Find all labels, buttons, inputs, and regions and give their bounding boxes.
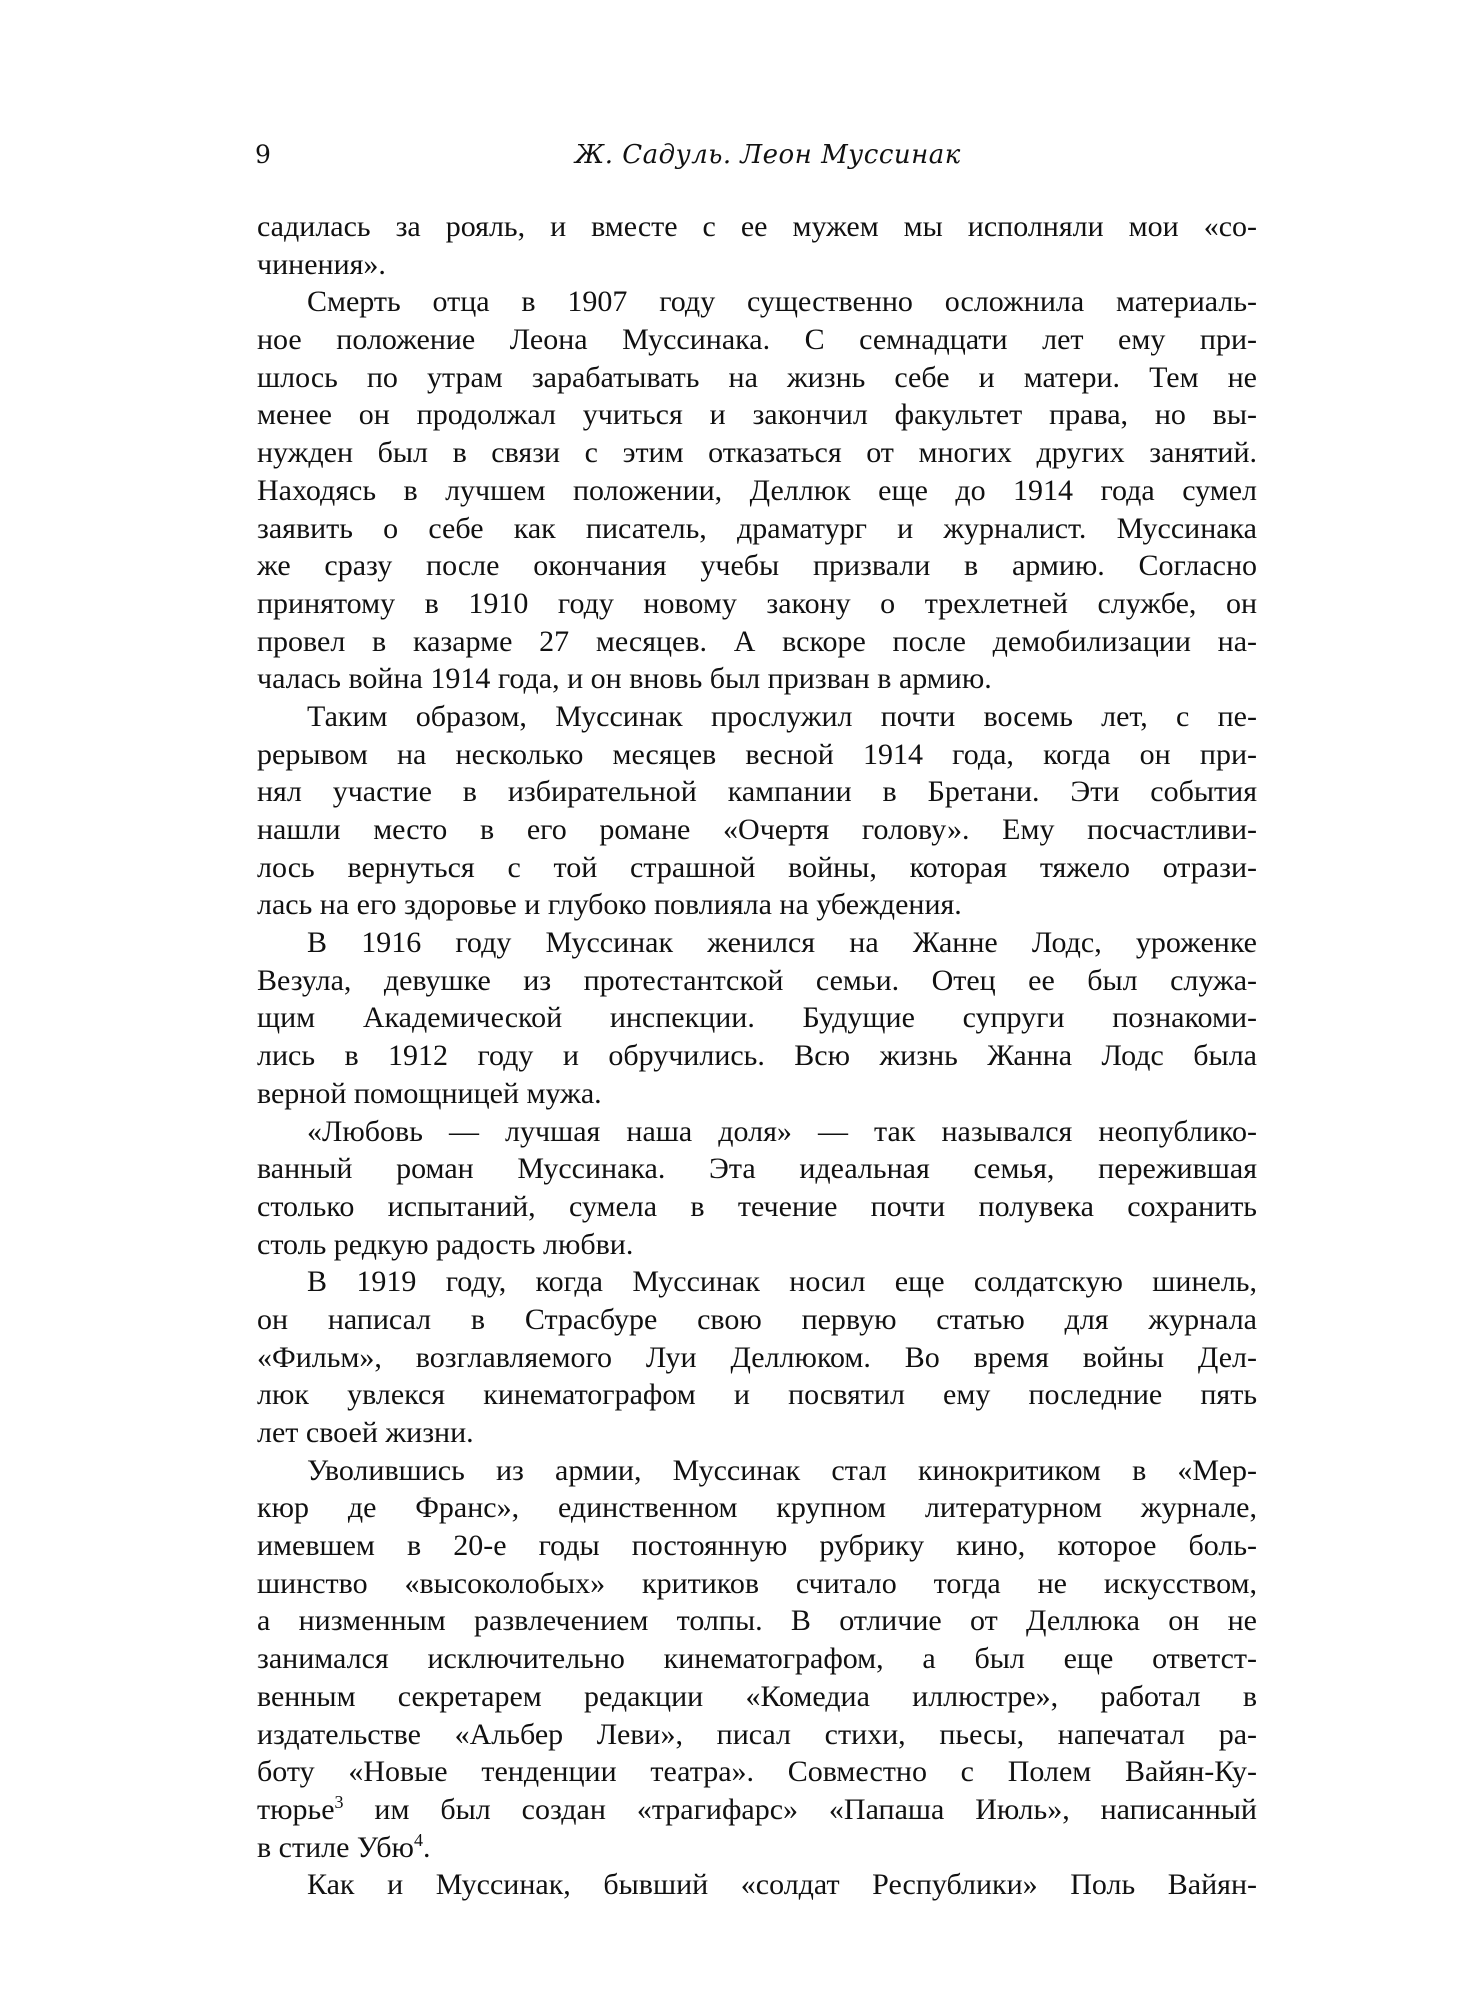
text-line xyxy=(257,1037,1257,1075)
text-line xyxy=(257,811,1257,849)
text-line xyxy=(257,283,1257,321)
footnote-ref: 4 xyxy=(413,1829,423,1850)
text-line xyxy=(257,999,1257,1037)
line-text: щим Академической инспекции. Будущие супруги познакоми- xyxy=(257,1001,1257,1035)
line-text: боту «Новые тенденции театра». Совместно с Полем Вайян-Ку- xyxy=(257,1755,1257,1789)
body-text xyxy=(257,208,1257,1904)
line-text: В 1919 году, когда Муссинак носил еще солдатскую шинель, xyxy=(307,1265,1257,1299)
line-text: нужден был в связи с этим отказаться от многих других занятий. xyxy=(257,436,1257,470)
running-head xyxy=(255,140,1255,180)
text-line xyxy=(257,1301,1257,1339)
line-text: Везула, девушке из протестантской семьи. Отец ее был служа- xyxy=(257,963,1257,997)
text-line xyxy=(257,434,1257,472)
text-line xyxy=(257,1150,1257,1188)
line-text: «Фильм», возглавляемого Луи Деллюком. Во время войны Дел- xyxy=(257,1340,1257,1374)
line-text: нашли место в его романе «Очертя голову». Ему посчастливи- xyxy=(257,813,1257,846)
line-text: менее он продолжал учиться и закончил факультет права, но вы- xyxy=(257,398,1257,432)
text-line xyxy=(257,1339,1257,1377)
line-text: ванный роман Муссинака. Эта идеальная семья, пережившая xyxy=(257,1152,1257,1186)
line-text: столько испытаний, сумела в течение почти полувека сохранить xyxy=(257,1189,1257,1223)
text-line xyxy=(257,1376,1257,1414)
text-line xyxy=(257,1829,1257,1867)
line-text: в стиле Убю xyxy=(257,1830,414,1864)
text-line xyxy=(257,886,1257,924)
line-text: принятому в 1910 году новому закону о трехлетней службе, он xyxy=(257,586,1257,620)
line-text: издательстве «Альбер Леви», писал стихи, пьесы, напечатал ра- xyxy=(257,1717,1257,1751)
line-text: же сразу после окончания учебы призвали в армию. Согласно xyxy=(257,549,1257,583)
line-text: Таким образом, Муссинак прослужил почти восемь лет, с пе- xyxy=(307,699,1257,733)
line-text: В 1916 году Муссинак женился на Жанне Лодс, уроженке xyxy=(307,926,1257,960)
text-line xyxy=(257,1075,1257,1113)
line-text: заявить о себе как писатель, драматург и журналист. Муссинака xyxy=(257,511,1257,545)
line-text-rest: . xyxy=(422,1830,431,1864)
text-line xyxy=(257,1602,1257,1640)
line-text: провел в казарме 27 месяцев. А вскоре после демобилизации на- xyxy=(257,624,1257,658)
text-line xyxy=(257,1414,1257,1452)
text-line xyxy=(257,1678,1257,1716)
line-text: люк увлекся кинематографом и посвятил ему последние пять xyxy=(257,1378,1257,1412)
line-text: чалась война 1914 года, и он вновь был призван в армию. xyxy=(257,662,992,696)
line-text: лись в 1912 году и обручились. Всю жизнь Жанна Лодс была xyxy=(257,1039,1257,1073)
line-text: лось вернуться с той страшной войны, которая тяжело отрази- xyxy=(257,850,1257,884)
line-text-rest: им был создан «трагифарс» «Папаша Июль», написанный xyxy=(343,1792,1257,1826)
line-text: Находясь в лучшем положении, Деллюк еще до 1914 года сумел xyxy=(257,473,1257,507)
text-line xyxy=(257,321,1257,359)
text-line xyxy=(257,246,1257,284)
line-text: занимался исключительно кинематографом, а был еще ответст- xyxy=(257,1642,1257,1676)
text-line xyxy=(257,472,1257,510)
text-line xyxy=(257,1716,1257,1754)
text-line xyxy=(257,736,1257,774)
line-text: имевшем в 20-е годы постоянную рубрику кино, которое боль- xyxy=(257,1529,1257,1563)
text-line xyxy=(257,1113,1257,1151)
text-line xyxy=(257,698,1257,736)
text-line xyxy=(257,1565,1257,1603)
line-text: шлось по утрам зарабатывать на жизнь себе и матери. Тем не xyxy=(257,360,1257,394)
text-line xyxy=(257,1263,1257,1301)
text-line xyxy=(257,1188,1257,1226)
text-line xyxy=(257,1452,1257,1490)
line-text: «Любовь — лучшая наша доля» — так назывался неопублико- xyxy=(307,1114,1257,1148)
line-text: лась на его здоровье и глубоко повлияла на убеждения. xyxy=(257,888,962,922)
text-line xyxy=(257,849,1257,887)
text-line xyxy=(257,924,1257,962)
text-line xyxy=(257,1640,1257,1678)
line-text: рерывом на несколько месяцев весной 1914 года, когда он при- xyxy=(257,737,1257,771)
text-line xyxy=(257,773,1257,811)
line-text: лет своей жизни. xyxy=(257,1416,474,1449)
text-line xyxy=(257,1489,1257,1527)
text-line xyxy=(257,1527,1257,1565)
line-text: кюр де Франс», единственном крупном литературном журнале, xyxy=(257,1491,1257,1525)
text-line xyxy=(257,547,1257,585)
line-text: Уволившись из армии, Муссинак стал кинокритиком в «Мер- xyxy=(307,1453,1257,1487)
line-text: верной помощницей мужа. xyxy=(257,1076,602,1110)
running-title: Ж. Садуль. Леон Муссинак xyxy=(575,140,961,170)
text-line xyxy=(257,510,1257,548)
text-line xyxy=(257,585,1257,623)
line-text: нял участие в избирательной кампании в Бретани. Эти события xyxy=(257,775,1257,809)
line-text: он написал в Страсбуре свою первую статью для журнала xyxy=(257,1302,1257,1336)
line-text: столь редкую радость любви. xyxy=(257,1227,634,1261)
text-line xyxy=(257,623,1257,661)
text-line xyxy=(257,962,1257,1000)
text-line xyxy=(257,396,1257,434)
line-text: тюрье xyxy=(257,1792,335,1826)
page-number: 9 xyxy=(255,140,271,169)
line-text: Как и Муссинак, бывший «солдат Республики» Поль Вайян- xyxy=(307,1868,1257,1902)
line-text: Смерть отца в 1907 году существенно осложнила материаль- xyxy=(307,285,1257,319)
line-text: чинения». xyxy=(257,247,386,281)
footnote-ref: 3 xyxy=(334,1791,344,1812)
line-text: а низменным развлечением толпы. В отличие от Деллюка он не xyxy=(257,1604,1257,1638)
line-text: шинство «высоколобых» критиков считало тогда не искусством, xyxy=(257,1566,1257,1600)
text-line xyxy=(257,1226,1257,1264)
text-line xyxy=(257,208,1257,246)
text-line xyxy=(257,359,1257,397)
line-text: венным секретарем редакции «Комедиа иллюстре», работал в xyxy=(257,1679,1257,1713)
text-line xyxy=(257,1753,1257,1791)
text-line xyxy=(257,660,1257,698)
text-line xyxy=(257,1791,1257,1829)
line-text: садилась за рояль, и вместе с ее мужем мы исполняли мои «со- xyxy=(257,210,1257,243)
line-text: ное положение Леона Муссинака. С семнадцати лет ему при- xyxy=(257,323,1257,357)
text-line xyxy=(257,1866,1257,1904)
